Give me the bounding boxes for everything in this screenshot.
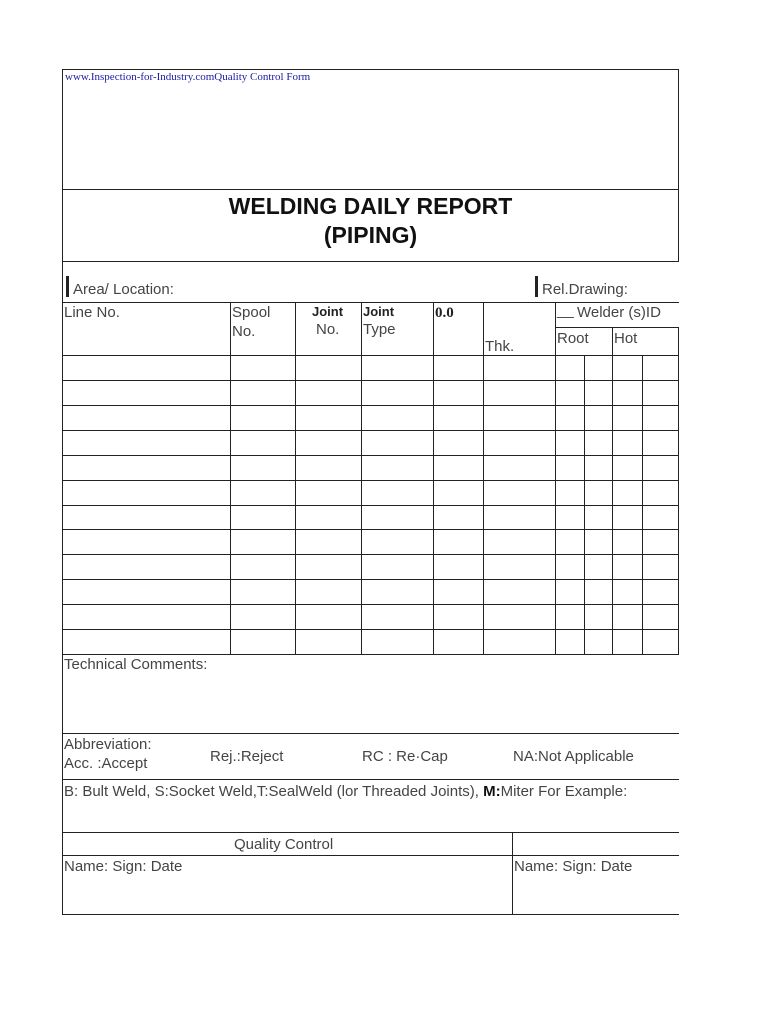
signoff-header-bottom: [62, 855, 679, 856]
table-header-bottom: [62, 355, 679, 356]
abbr-not-applicable: NA:Not Applicable: [513, 748, 634, 765]
quality-control-label: Quality Control: [234, 836, 334, 853]
col-divider-thk: [483, 302, 484, 654]
col-welder-prefix: __: [557, 302, 574, 319]
col-joint-no-sub: No.: [316, 321, 340, 338]
table-top: [62, 302, 679, 303]
col-welder: Welder (s)ID: [577, 304, 661, 321]
drawing-marker: [535, 276, 538, 297]
weld-types-note: [64, 783, 677, 800]
signoff-divider: [512, 832, 513, 915]
col-divider-welder: [555, 302, 556, 654]
header-divider: [62, 189, 679, 190]
report-title: WELDING DAILY REPORT: [228, 193, 513, 219]
report-subtitle: (PIPING): [323, 222, 418, 248]
table-row-line: [62, 604, 679, 605]
col-line-no: Line No.: [64, 304, 120, 321]
table-bottom: [62, 654, 679, 655]
col-thk: Thk.: [485, 338, 515, 355]
table-row-line: [62, 629, 679, 630]
abbr-accept: Acc. :Accept: [64, 755, 148, 772]
col-joint-type: Joint: [363, 304, 395, 319]
technical-comments-label: Technical Comments:: [64, 656, 208, 673]
signoff-left: Name: Sign: Date: [64, 858, 183, 875]
col-hot: Hot: [614, 330, 638, 347]
abbr-recap: RC : Re·Cap: [362, 748, 448, 765]
comments-bottom: [62, 733, 679, 734]
table-row-line: [62, 430, 679, 431]
table-row-line: [62, 455, 679, 456]
signoff-right: Name: Sign: Date: [514, 858, 633, 875]
weld-types-bottom: [62, 832, 679, 833]
col-divider-spool: [230, 302, 231, 654]
weld-types-tail: Miter For Example:: [500, 783, 628, 800]
abbreviation-bottom: [62, 779, 679, 780]
col-spool-sub: No.: [232, 323, 256, 340]
table-row-line: [62, 380, 679, 381]
col-root: Root: [557, 330, 589, 347]
frame-bottom: [62, 914, 679, 915]
col-divider-joint-no: [295, 302, 296, 654]
table-row-line: [62, 579, 679, 580]
table-row-line: [62, 505, 679, 506]
area-location-label: Area/ Location:: [73, 281, 174, 298]
rel-drawing-label: Rel.Drawing:: [542, 281, 628, 298]
table-row-line: [62, 529, 679, 530]
weld-types-miter-key: M:: [483, 783, 501, 800]
header-link[interactable]: www.Inspection-for-Industry.comQuality Control Form: [65, 71, 311, 83]
abbreviation-label: Abbreviation:: [64, 736, 152, 753]
abbr-reject: Rej.:Reject: [210, 748, 284, 765]
col-divider-joint-type: [361, 302, 362, 654]
welder-divider: [556, 327, 679, 328]
col-joint-no: Joint: [312, 304, 344, 319]
table-row-line: [62, 554, 679, 555]
title-bottom: [62, 261, 679, 262]
weld-types-text: B: Bult Weld, S:Socket Weld,T:SealWeld (lor Threaded Joints),: [64, 783, 484, 800]
table-row-line: [62, 405, 679, 406]
col-joint-type-sub: Type: [363, 321, 396, 338]
area-marker: [66, 276, 69, 297]
frame-top: [62, 69, 679, 70]
col-divider-od: [433, 302, 434, 654]
table-row-line: [62, 480, 679, 481]
col-od: 0.0: [435, 305, 454, 321]
col-spool: Spool: [232, 304, 271, 321]
